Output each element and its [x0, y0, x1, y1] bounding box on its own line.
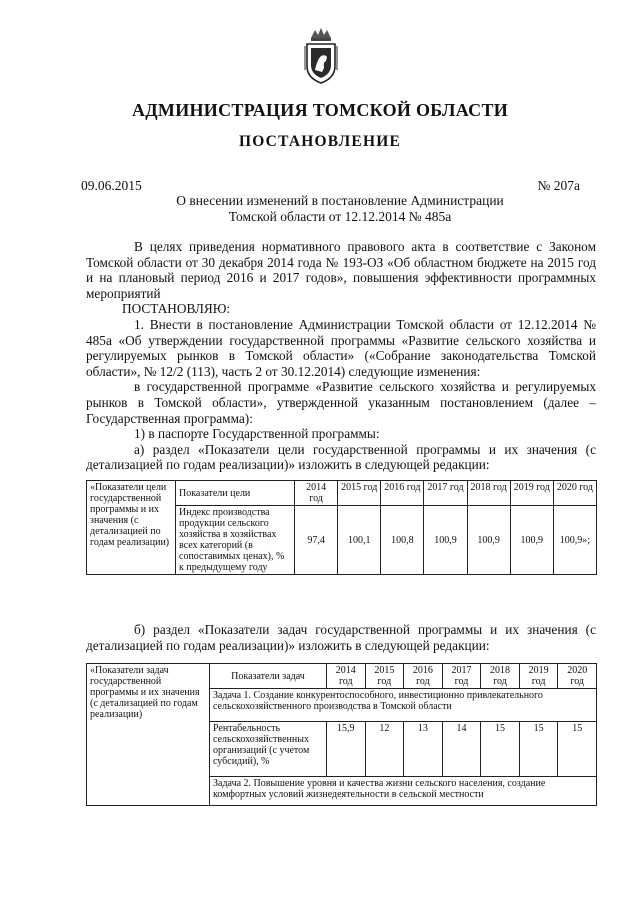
table-row-header: «Показатели цели государственной программы и их значения (с детализацией по годам реализации) [87, 481, 176, 575]
table-cell: 100,9 [424, 506, 467, 575]
task-row: Задача 1. Создание конкурентоспособного, инвестиционно привлекательного сельскохозяйственного производства в Томской области [210, 689, 597, 722]
organization-title: АДМИНИСТРАЦИЯ ТОМСКОЙ ОБЛАСТИ [131, 100, 509, 120]
table-cell: 15 [519, 722, 558, 777]
paragraph-resolve: ПОСТАНОВЛЯЮ: [122, 301, 231, 317]
year-header: 2019 год [519, 664, 558, 689]
document-subject [0, 193, 640, 225]
table-cell: 15 [481, 722, 520, 777]
table-cell: 100,8 [381, 506, 424, 575]
year-header: 2018 год [467, 481, 510, 506]
paragraph-item-1: 1. Внести в постановление Администрации Томской области от 12.12.2014 № 485а «Об утверждении государственной программы «Развитие сельского хозяйства и регулируемых рынков в Томской области» («Собрание законодательства Томской области», № 12/2 (113), часть 2 от 30.12.2014) следующие изменения: [86, 316, 596, 379]
year-header: 2015 год [365, 664, 404, 689]
year-header: 2017 год [424, 481, 467, 506]
table-cell: 100,9»; [553, 506, 596, 575]
year-header: 2014 год [295, 481, 338, 506]
year-header: 2018 год [481, 664, 520, 689]
task-indicators-table [86, 663, 597, 806]
year-header: 2016 год [381, 481, 424, 506]
table-cell: 14 [442, 722, 481, 777]
table-cell: 12 [365, 722, 404, 777]
paragraph-passport: 1) в паспорте Государственной программы: [134, 426, 380, 442]
table-cell: 100,9 [467, 506, 510, 575]
document-date: 09.06.2015 [81, 178, 142, 193]
paragraph-section-b: б) раздел «Показатели задач государственной программы и их значения (с детализацией по годам реализации)» изложить в следующей редакции: [86, 622, 596, 653]
document-body-2 [86, 622, 596, 653]
coat-of-arms-emblem [303, 26, 339, 86]
table-cell: 15 [558, 722, 597, 777]
year-header: 2020 год [558, 664, 597, 689]
document-number: № 207а [537, 178, 580, 193]
year-header: 2020 год [553, 481, 596, 506]
table-cell: 15,9 [327, 722, 366, 777]
table-cell: 100,1 [338, 506, 381, 575]
task-row: Задача 2. Повышение уровня и качества жизни сельского населения, создание комфортных условий жизнедеятельности в сельской местности [210, 777, 597, 806]
year-header: 2015 год [338, 481, 381, 506]
subject-line: Томской области от 12.12.2014 № 485а [228, 209, 452, 224]
year-header: 2014 год [327, 664, 366, 689]
table-cell: 13 [404, 722, 443, 777]
year-header: 2017 год [442, 664, 481, 689]
table-cell: 100,9 [510, 506, 553, 575]
paragraph-preamble: В целях приведения нормативного правового акта в соответствие с Законом Томской области от 30 декабря 2014 года № 193-ОЗ «Об областном бюджете на 2015 год и на плановый период 2016 и 2017 годов», повышения эффективности программных мероприятий [86, 239, 596, 301]
document-type: ПОСТАНОВЛЕНИЕ [238, 133, 402, 150]
indicator-name: Индекс производства продукции сельского хозяйства в хозяйствах всех категорий (в сопоставимых ценах), % к предыдущему году [176, 506, 295, 575]
year-header: 2016 год [404, 664, 443, 689]
column-header: Показатели цели [176, 481, 295, 506]
table-row-header: «Показатели задач государственной программы и их значения (с детализацией по годам реализации) [87, 664, 210, 806]
paragraph-section-a: а) раздел «Показатели цели государственной программы и их значения (с детализацией по годам реализации)» изложить в следующей редакции: [86, 441, 596, 473]
column-header: Показатели задач [210, 664, 327, 689]
subject-line: О внесении изменений в постановление Администрации [176, 193, 504, 208]
indicator-name: Рентабельность сельскохозяйственных организаций (с учетом субсидий), % [210, 722, 327, 777]
paragraph-program: в государственной программе «Развитие сельского хозяйства и регулируемых рынков в Томской области», утвержденной указанным постановлением (далее – Государственная программа): [86, 379, 596, 426]
year-header: 2019 год [510, 481, 553, 506]
table-cell: 97,4 [295, 506, 338, 575]
goal-indicators-table [86, 480, 597, 575]
document-body [86, 239, 596, 473]
